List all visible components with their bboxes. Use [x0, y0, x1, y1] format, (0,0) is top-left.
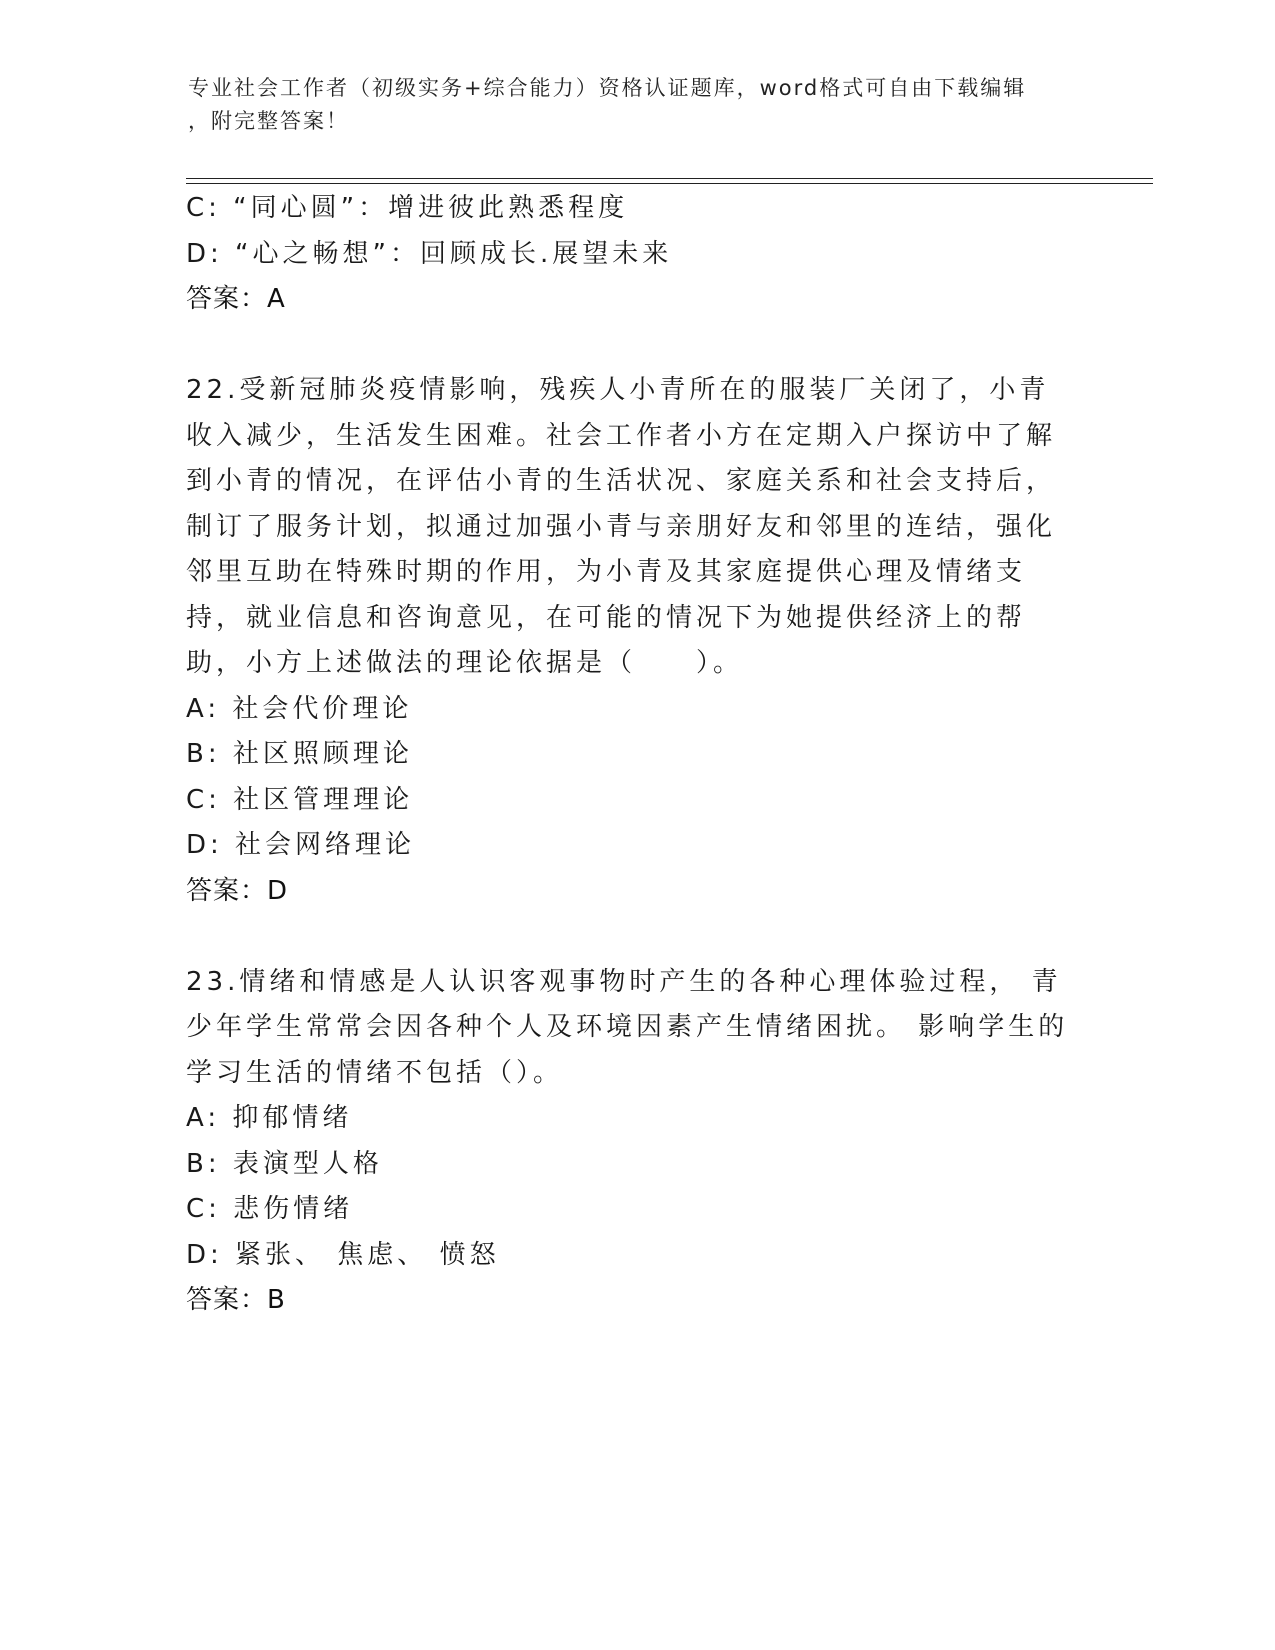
question-stem: 22.受新冠肺炎疫情影响，残疾人小青所在的服装厂关闭了，小青收入减少，生活发生困难。社会工作者小方在定期入户探访中了解到小青的情况，在评估小青的生活状况、家庭关系和社会支持后，制订了服务计划，拟通过加强小青与亲朋好友和邻里的连结，强化邻里互助在特殊时期的作用，为小青及其家庭提供心理及情绪支持，就业信息和咨询意见，在可能的情况下为她提供经济上的帮助，小方上述做法的理论依据是（ ）。 [186, 375, 1057, 678]
option-d: D: “心之畅想”：回顾成长.展望未来 [186, 238, 673, 269]
option-b: B: 社区照顾理论 [186, 739, 413, 769]
option-a: A: 社会代价理论 [186, 693, 413, 724]
option-a: A: 抑郁情绪 [186, 1103, 353, 1133]
option-d: D: 紧张、 焦虑、 愤怒 [186, 1239, 500, 1270]
option-b: B: 表演型人格 [186, 1148, 383, 1179]
header-title-line-1: 专业社会工作者（初级实务+综合能力）资格认证题库，word格式可自由下载编辑 [188, 76, 1027, 100]
header-title-line-2: ，附完整答案！ [188, 109, 349, 133]
question-22-block [186, 368, 1086, 914]
question-stem: 23.情绪和情感是人认识客观事物时产生的各种心理体验过程， 青少年学生常常会因各种个人及环境因素产生情绪困扰。 影响学生的学习生活的情绪不包括（）。 [186, 966, 1069, 1088]
page-header [188, 72, 1088, 138]
answer-line: 答案：B [186, 1285, 286, 1315]
spacer [186, 914, 1086, 960]
question-content [186, 186, 1086, 1324]
question-23-block [186, 960, 1086, 1324]
answer-line: 答案：A [186, 284, 286, 314]
spacer [186, 323, 1086, 369]
prev-question-block [186, 186, 1086, 323]
option-c: C: 悲伤情绪 [186, 1194, 354, 1224]
option-c: C: “同心圆”：增进彼此熟悉程度 [186, 193, 629, 223]
answer-line: 答案：D [186, 875, 289, 906]
option-d: D: 社会网络理论 [186, 830, 416, 860]
header-divider [186, 178, 1153, 184]
option-c: C: 社区管理理论 [186, 784, 414, 815]
